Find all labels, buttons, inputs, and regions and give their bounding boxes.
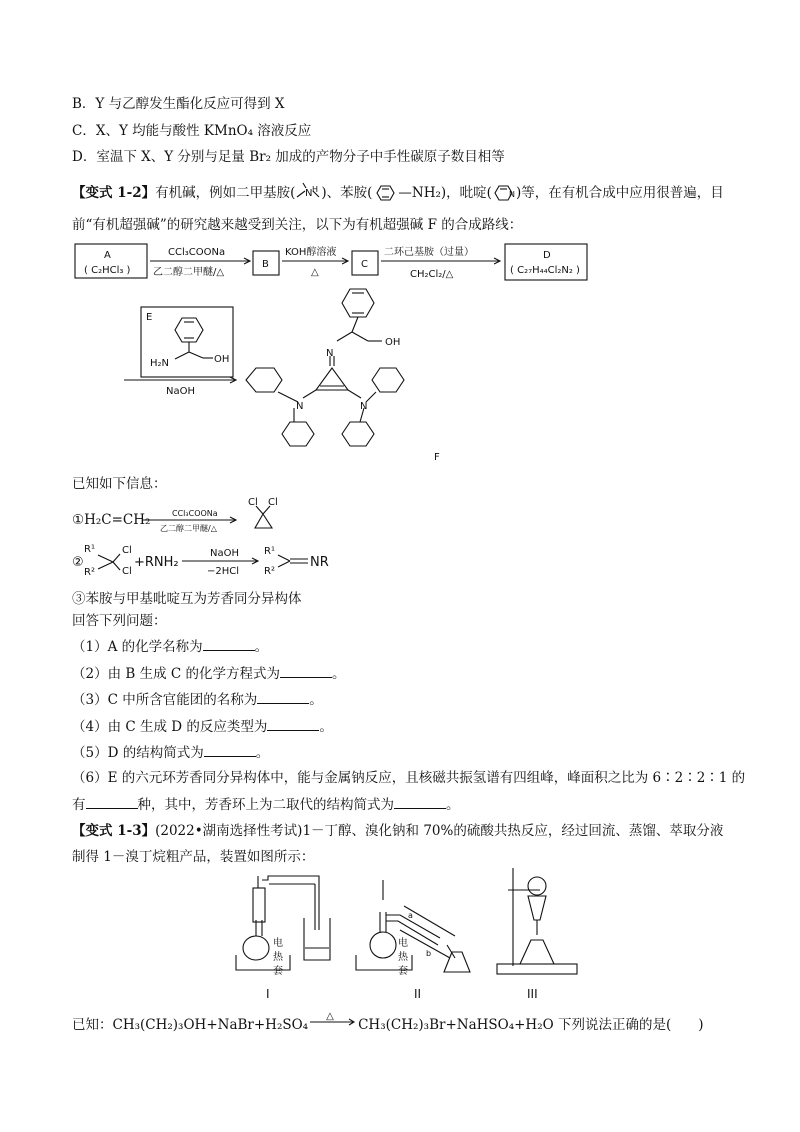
- variant13-tag: 【变式 1-3】: [72, 823, 156, 839]
- arrow3-reagent: 二环己基胺（过量）: [384, 247, 474, 258]
- questions-heading: 回答下列问题：: [72, 613, 167, 629]
- d-formula: ( C₂₇H₄₄Cl₂N₂ ): [510, 265, 580, 276]
- known-heading: 已知如下信息：: [72, 476, 167, 492]
- item1-condition: 乙二醇二甲醚/△: [160, 524, 217, 533]
- arrow4-reagent: NaOH: [166, 386, 195, 397]
- f-imine-n: N: [326, 348, 334, 359]
- f-left-n: N: [296, 401, 304, 412]
- svg-text:N: N: [508, 189, 515, 199]
- e-h2n: H₂N: [150, 358, 170, 369]
- item2-cl-bottom: Cl: [122, 566, 132, 577]
- arrow3-condition: CH₂Cl₂/△: [410, 269, 454, 280]
- item2-product-r2: R²: [264, 566, 275, 577]
- equation-delta: △: [326, 1011, 334, 1022]
- item2-num: ②: [72, 555, 84, 570]
- q3-end: 。: [309, 692, 323, 708]
- heater2-label-a: 电: [398, 938, 408, 949]
- heater2-label-c: 套: [398, 966, 408, 977]
- final-equation: [72, 1011, 704, 1035]
- item2-rnh2: +RNH₂: [134, 555, 179, 570]
- e-oh: OH: [214, 354, 230, 365]
- f-label: F: [434, 452, 440, 463]
- option-c: C．X、Y 均能与酸性 KMnO₄ 溶液反应: [72, 123, 312, 139]
- known-item3: ③苯胺与甲基吡啶互为芳香同分异构体: [72, 591, 302, 607]
- item2-r2: R²: [84, 567, 95, 578]
- d-label: D: [543, 250, 551, 261]
- question-6-line1: （6）E 的六元环芳香同分异构体中，能与金属钠反应，且核磁共振氢谱有四组峰，峰面积之比为 6∶2∶2∶1 的: [72, 770, 746, 786]
- a-label: A: [104, 250, 111, 261]
- item1-cl-right: Cl: [268, 497, 278, 508]
- heater2-label-b: 热: [398, 952, 408, 963]
- apparatus-i-label: I: [266, 987, 270, 1001]
- q2-end: 。: [332, 666, 346, 682]
- q3-text: （3）C 中所含官能团的名称为: [72, 692, 258, 708]
- arrow2-condition: △: [311, 267, 319, 278]
- item2-cl-top: Cl: [122, 545, 132, 556]
- svg-text:H: H: [312, 184, 319, 194]
- item2-product-r1: R¹: [264, 546, 275, 557]
- option-b: B．Y 与乙醇发生酯化反应可得到 X: [72, 96, 285, 112]
- q1-end: 。: [254, 639, 269, 655]
- apparatus-ii-label: II: [414, 987, 422, 1001]
- intro-text-a: 有机碱，例如二甲基胺(: [155, 185, 296, 201]
- item2-reagent: NaOH: [210, 548, 239, 559]
- q6-text-a: 有: [72, 797, 86, 813]
- heater1-label-c: 套: [273, 966, 283, 977]
- item1-reagent: CCl₃COONa: [172, 509, 218, 518]
- svg-text:N: N: [305, 187, 313, 199]
- arrow1-reagent: CCl₃COONa: [168, 247, 226, 258]
- inlet-a-label: a: [408, 911, 413, 920]
- equation-reactants: 已知：CH₃(CH₂)₃OH+NaBr+H₂SO₄: [72, 1017, 309, 1033]
- f-oh: OH: [385, 337, 401, 348]
- intro-text-d: )等，在有机合成中应用很普遍，目: [515, 185, 724, 201]
- equation-products: CH₃(CH₂)₃Br+NaHSO₄+H₂O 下列说法正确的是( ): [358, 1017, 704, 1033]
- heater1-label-a: 电: [273, 938, 283, 949]
- variant13-line2: 制得 1－溴丁烷粗产品，装置如图所示：: [72, 849, 315, 865]
- e-label: E: [146, 312, 153, 323]
- variant13-text: (2022•湖南选择性考试)1－丁醇、溴化钠和 70%的硫酸共热反应，经过回流、蒸馏、萃取分液: [155, 823, 724, 839]
- apparatus-iii-label: III: [527, 987, 538, 1001]
- intro-text-b: )、苯胺(: [321, 185, 373, 201]
- q6-end: 。: [446, 797, 460, 813]
- q4-end: 。: [319, 719, 333, 735]
- f-right-n: N: [360, 401, 368, 412]
- q4-text: （4）由 C 生成 D 的反应类型为: [72, 719, 268, 735]
- heater1-label-b: 热: [273, 952, 283, 963]
- intro-text-c: —NH₂)，吡啶(: [398, 185, 492, 201]
- item2-r1: R¹: [84, 544, 95, 555]
- q6-text-b: 种，其中，芳香环上为二取代的结构简式为: [137, 797, 394, 813]
- arrow1-condition: 乙二醇二甲醚/△: [153, 267, 225, 278]
- b-label: B: [262, 259, 269, 270]
- q5-text: （5）D 的结构简式为: [72, 745, 204, 761]
- known-item1-left: ①H₂C=CH₂: [72, 512, 151, 528]
- item2-condition: −2HCl: [207, 566, 240, 577]
- item2-nr: NR: [310, 555, 329, 570]
- arrow2-reagent: KOH醇溶液: [285, 247, 337, 258]
- variant12-tag: 【变式 1-2】: [72, 185, 156, 201]
- equation-arrow: [308, 1011, 358, 1029]
- c-label: C: [361, 259, 368, 270]
- q2-text: （2）由 B 生成 C 的化学方程式为: [72, 666, 281, 682]
- variant12-intro-line2: 前“有机超强碱”的研究越来越受到关注，以下为有机超强碱 F 的合成路线：: [72, 217, 523, 233]
- outlet-b-label: b: [426, 949, 432, 958]
- q1-text: （1）A 的化学名称为: [72, 639, 203, 655]
- option-d: D．室温下 X、Y 分别与足量 Br₂ 加成的产物分子中手性碳原子数目相等: [72, 149, 505, 165]
- item1-cl-left: Cl: [248, 497, 258, 508]
- q5-end: 。: [255, 745, 270, 761]
- a-formula: ( C₂HCl₃ ): [84, 265, 131, 276]
